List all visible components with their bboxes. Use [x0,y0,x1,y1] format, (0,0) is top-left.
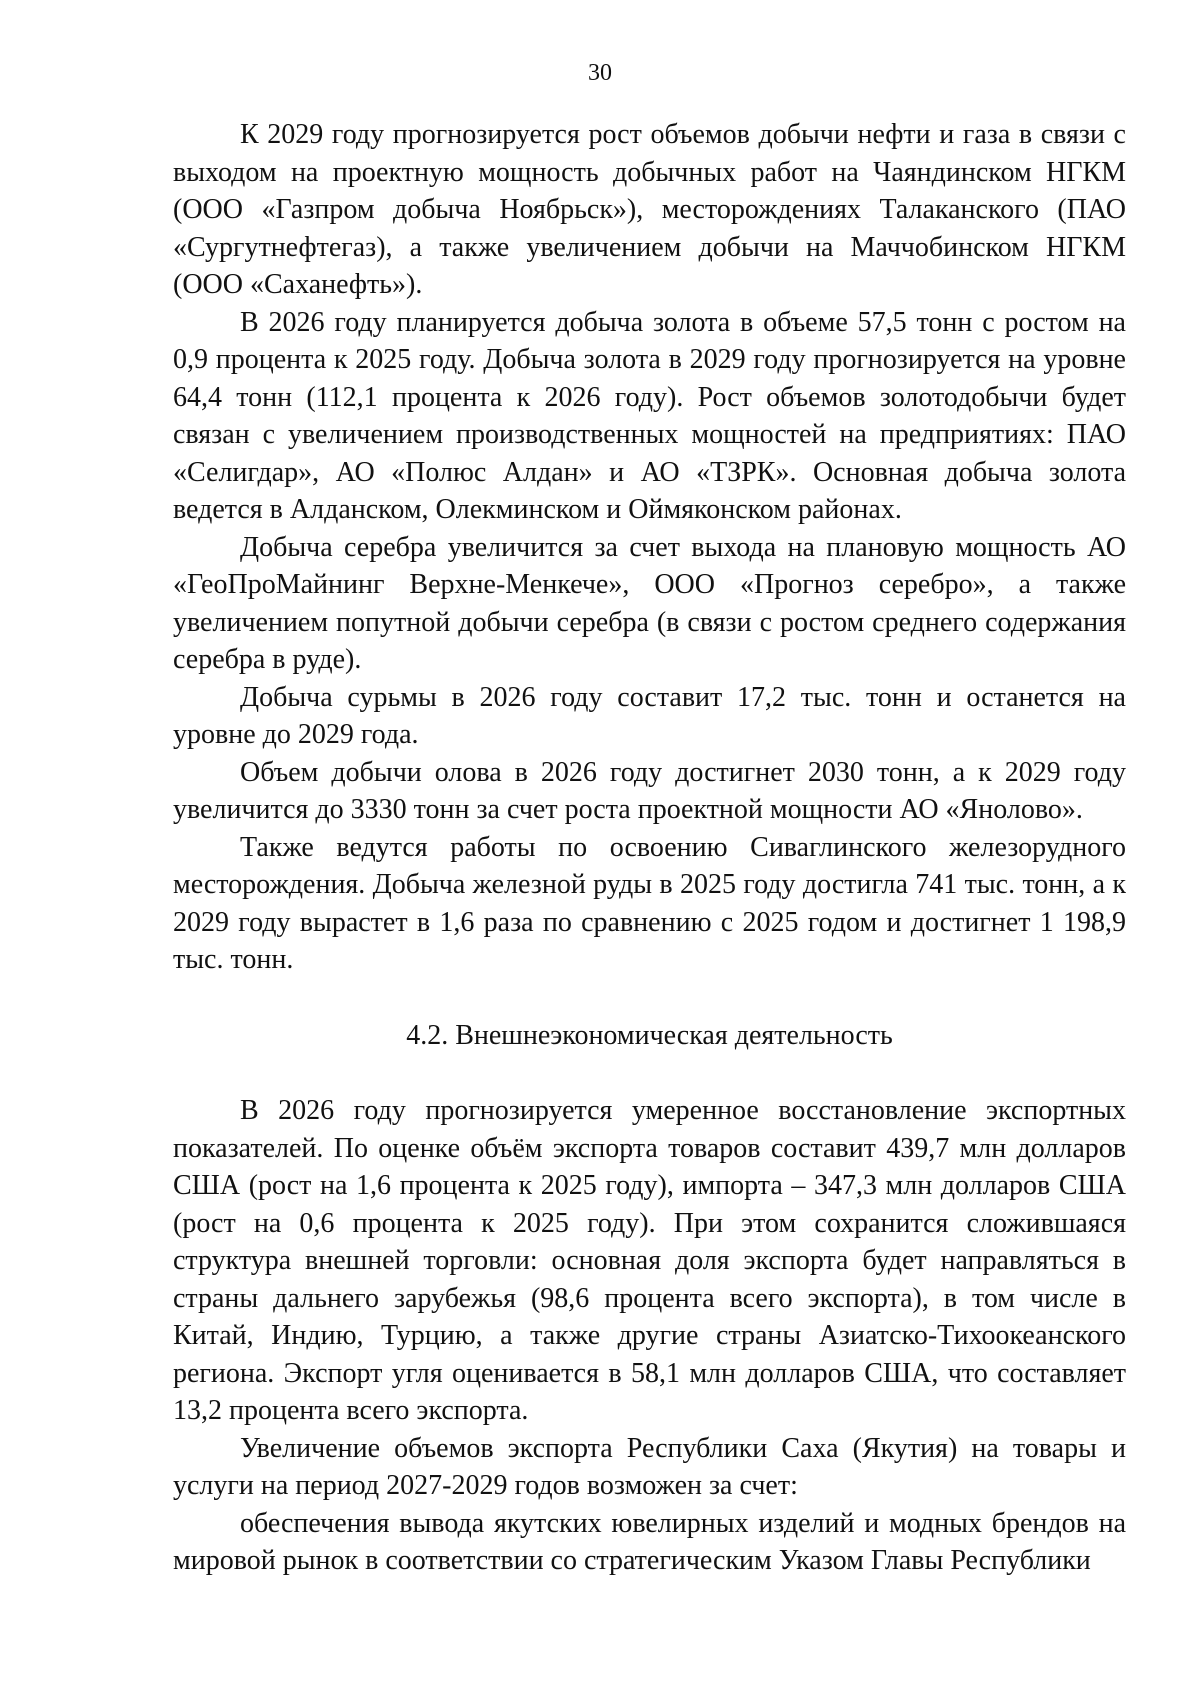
page-number: 30 [588,60,612,86]
paragraph-tin: Объем добычи олова в 2026 году достигнет 2030 тонн, а к 2029 году увеличится до 3330 тонн за счет роста проектной мощности АО «Янолово». [173,756,1126,825]
document-body [173,116,1126,1580]
paragraph-export-growth: Увеличение объемов экспорта Республики Саха (Якутия) на товары и услуги на период 2027-2029 годов возможен за счет: [173,1432,1126,1501]
paragraph-jewelry-brands: обеспечения вывода якутских ювелирных изделий и модных брендов на мировой рынок в соответствии со стратегическим Указом Главы Республики [173,1507,1126,1576]
paragraph-iron-ore: Также ведутся работы по освоению Сиваглинского железорудного месторождения. Добыча железной руды в 2025 году достигла 741 тыс. тонн, а к 2029 году вырастет в 1,6 раза по сравнению с 2025 годом и достигнет 1 198,9 тыс. тонн. [173,831,1126,975]
paragraph-silver: Добыча серебра увеличится за счет выхода на плановую мощность АО «ГеоПроМайнинг Верхне-Менкече», ООО «Прогноз серебро», а также увеличением попутной добычи серебра (в связи с ростом среднего содержания серебра в руде). [173,531,1126,675]
paragraph-antimony: Добыча сурьмы в 2026 году составит 17,2 тыс. тонн и останется на уровне до 2029 года. [173,681,1126,750]
paragraph-export-forecast: В 2026 году прогнозируется умеренное восстановление экспортных показателей. По оценке объём экспорта товаров составит 439,7 млн долларов США (рост на 1,6 процента к 2025 году), импорта – 347,3 млн долларов США (рост на 0,6 процента к 2025 году). При этом сохранится сложившаяся структура внешней торговли: основная доля экспорта будет направляться в страны дальнего зарубежья (98,6 процента всего экспорта), в том числе в Китай, Индию, Турцию, а также другие страны Азиатско-Тихоокеанского региона. Экспорт угля оценивается в 58,1 млн долларов США, что составляет 13,2 процента всего экспорта. [173,1095,1126,1426]
paragraph-gold: В 2026 году планируется добыча золота в объеме 57,5 тонн с ростом на 0,9 процента к 2025 году. Добыча золота в 2029 году прогнозируется на уровне 64,4 тонн (112,1 процента к 2026 году). Рост объемов золотодобычи будет связан с увеличением производственных мощностей на предприятиях: ПАО «Селигдар», АО «Полюс Алдан» и АО «ТЗРК». Основная добыча золота ведется в Алданском, Олекминском и Оймяконском районах. [173,306,1126,525]
paragraph-oil-gas: К 2029 году прогнозируется рост объемов добычи нефти и газа в связи с выходом на проектную мощность добычных работ на Чаяндинском НГКМ (ООО «Газпром добыча Ноябрьск»), месторождениях Талаканского (ПАО «Сургутнефтегаз), а также увеличением добычи на Маччобинском НГКМ (ООО «Саханефть»). [173,119,1126,300]
section-heading: 4.2. Внешнеэкономическая деятельность [406,1019,893,1051]
